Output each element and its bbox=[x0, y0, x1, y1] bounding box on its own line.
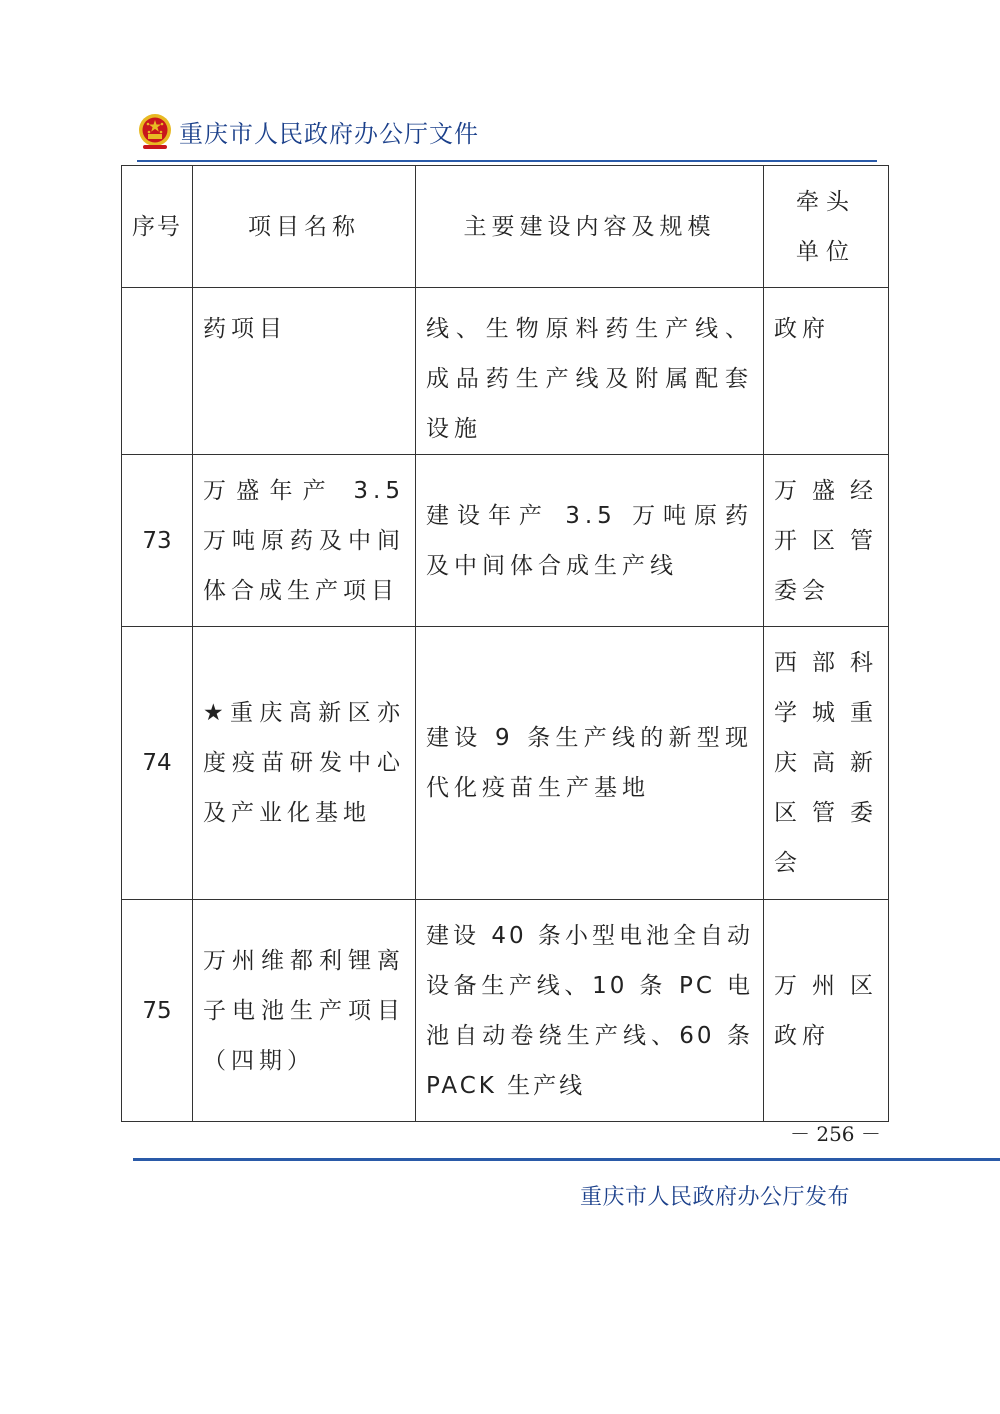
column-header-content: 主要建设内容及规模 bbox=[416, 166, 764, 288]
table-row bbox=[122, 288, 889, 455]
table-row bbox=[122, 455, 889, 627]
header-title: 重庆市人民政府办公厅文件 bbox=[179, 120, 479, 148]
row-content: 建设年产 3.5 万吨原药及中间体合成生产线 bbox=[416, 455, 764, 627]
row-number: 73 bbox=[122, 455, 193, 627]
row-number: 74 bbox=[122, 627, 193, 900]
column-header-project-name: 项目名称 bbox=[193, 166, 416, 288]
row-lead-unit: 西部科学城重庆高新区管委会 bbox=[764, 627, 889, 900]
row-project-name: ★重庆高新区亦度疫苗研发中心及产业化基地 bbox=[193, 627, 416, 900]
national-emblem-icon bbox=[137, 112, 173, 152]
header-divider bbox=[137, 160, 877, 162]
footer-divider bbox=[133, 1158, 1000, 1161]
row-content: 建设 9 条生产线的新型现代化疫苗生产基地 bbox=[416, 627, 764, 900]
footer-publisher: 重庆市人民政府办公厅发布 bbox=[580, 1185, 851, 1210]
table-header-row bbox=[122, 166, 889, 288]
row-lead-unit: 万州区政府 bbox=[764, 900, 889, 1122]
row-number bbox=[122, 288, 193, 455]
row-content: 线、生物原料药生产线、成品药生产线及附属配套设施 bbox=[416, 288, 764, 455]
row-content: 建设 40 条小型电池全自动设备生产线、10 条 PC 电池自动卷绕生产线、60 条 PACK 生产线 bbox=[416, 900, 764, 1122]
row-lead-unit: 万盛经开区管委会 bbox=[764, 455, 889, 627]
table-row bbox=[122, 627, 889, 900]
column-header-number: 序号 bbox=[122, 166, 193, 288]
column-header-lead-unit: 牵头单位 bbox=[764, 166, 889, 288]
row-project-name: 万州维都利锂离子电池生产项目（四期） bbox=[193, 900, 416, 1122]
row-lead-unit: 政府 bbox=[764, 288, 889, 455]
table-row bbox=[122, 900, 889, 1122]
document-header bbox=[137, 108, 897, 158]
row-project-name: 万盛年产 3.5 万吨原药及中间体合成生产项目 bbox=[193, 455, 416, 627]
row-project-name: 药项目 bbox=[193, 288, 416, 455]
row-number: 75 bbox=[122, 900, 193, 1122]
project-table bbox=[121, 165, 889, 1122]
page-number: － 256 － bbox=[790, 1122, 881, 1146]
